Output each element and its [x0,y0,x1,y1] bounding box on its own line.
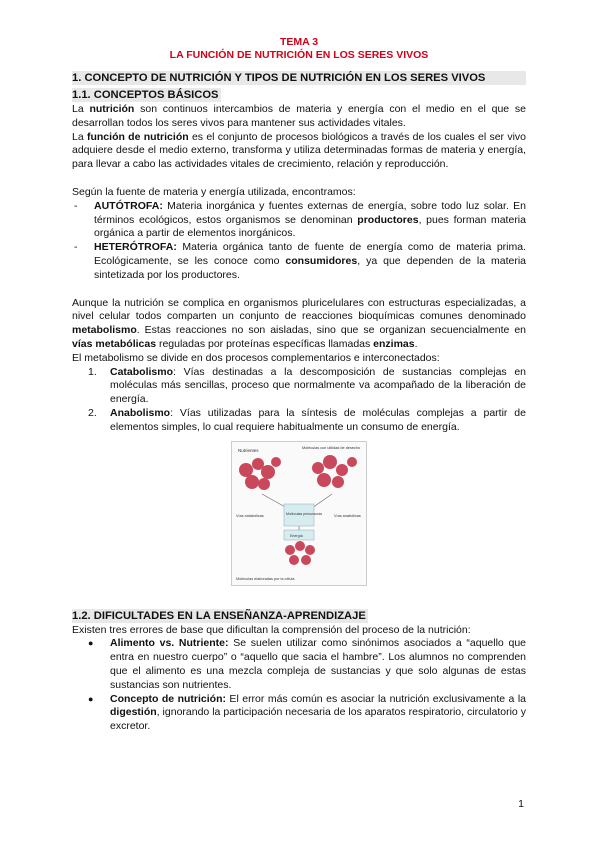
list-item-catabolismo: 1. Catabolismo: Vías destinadas a la descomposición de sustancias complejas en moléculas más sencillas, proceso que normalmente va acompañado de la liberación de energía. [88,365,526,406]
paragraph-metabolismo: Aunque la nutrición se complica en organismos pluricelulares con estructuras especializadas, a nivel celular todos comparten un conjunto de reacciones bioquímicas comunes denominado metabolismo. Estas reacciones no son aisladas, sino que se organizan secuencialmente en vías metabólicas reguladas por proteínas específicas llamadas enzimas. [72,296,526,350]
title-line-1: TEMA 3 [279,36,319,48]
section-1-2-heading: 1.2. DIFICULTADES EN LA ENSEÑANZA-APRENDIZAJE [72,609,366,622]
paragraph-fuente: Según la fuente de materia y energía utilizada, encontramos: [72,185,356,198]
figure-label-right: Vías anabólicas [334,513,361,518]
figure-label-center-bottom: Energía [290,533,303,538]
list-item-autotrofa: - AUTÓTROFA: Materia inorgánica y fuentes externas de energía, sobre todo luz solar. En términos ecológicos, estos organismos se denominan productores, pues forman materia orgánica a partir de elementos inorgánicos. [74,199,526,240]
figure-label-top-right: Moléculas con utilidad de desecho [302,445,361,450]
metabolism-diagram [232,442,366,585]
paragraph-funcion-nutricion: La función de nutrición es el conjunto de procesos biológicos a través de los cuales el ser vivo adquiere desde el medio externo, transforma y utiliza determinadas formas de materia y energía, para llevar a cabo las actividades vitales de crecimiento, relación y reproducción. [72,130,526,171]
nutrition-types-list [72,200,526,283]
figure-label-center-top: Moléculas precursoras [286,511,323,516]
section-1-1-heading: 1.1. CONCEPTOS BÁSICOS [72,89,219,101]
document-page [72,36,526,734]
section-1-heading: 1. CONCEPTO DE NUTRICIÓN Y TIPOS DE NUTRICIÓN EN LOS SERES VIVOS [72,71,526,85]
paragraph-nutricion: La nutrición son continuos intercambios de materia y energía con el medio en el que se desarrollan todos los seres vivos para mantener sus actividades vitales. [72,103,526,129]
elaborated-molecules-cluster [285,541,315,565]
figure-label-nutrients: Nutrientes [238,447,259,453]
page-number: 1 [518,798,524,810]
list-item-heterotrofa: - HETERÓTROFA: Materia orgánica tanto de fuente de energía como de materia prima. Ecológicamente, se les conoce como consumidores, ya que dependen de la materia sintetizada por los productores. [74,241,526,281]
list-item-concepto-nutricion: ● Concepto de nutrición: El error más común es asociar la nutrición exclusivamente a la digestión, ignorando la participación necesaria de los aparatos respiratorio, circulatorio y excretor. [88,692,526,733]
figure-caption: Moléculas elaboradas por la célula [236,576,295,581]
list-item-anabolismo: 2. Anabolismo: Vías utilizadas para la síntesis de moléculas complejas a partir de elementos simples, lo cual requiere habitualmente un consumo de energía. [88,406,526,433]
paragraph-errores-intro: Existen tres errores de base que dificultan la comprensión del proceso de la nutrición: [72,623,471,636]
paragraph-metabolismo-divide: El metabolismo se divide en dos procesos complementarios e interconectados: [72,351,440,364]
nutrient-molecules-cluster [239,457,281,490]
metabolism-processes-list [72,366,526,435]
list-item-alimento-nutriente: ● Alimento vs. Nutriente: Se suelen utilizar como sinónimos asociados a “aquello que entra en nuestro cuerpo” o “aquello que sacia el hambre”. Los alumnos no comprenden que el alimento es una mezcla compleja de sustancias y que solo algunas de estas sustancias son nutrientes. [88,637,527,691]
title-line-2: LA FUNCIÓN DE NUTRICIÓN EN LOS SERES VIVOS [169,49,429,61]
metabolism-figure [231,441,367,586]
waste-molecules-cluster [312,455,357,488]
document-title [72,36,526,62]
errors-list [72,637,526,734]
figure-label-left: Vías catabólicas [236,513,264,518]
